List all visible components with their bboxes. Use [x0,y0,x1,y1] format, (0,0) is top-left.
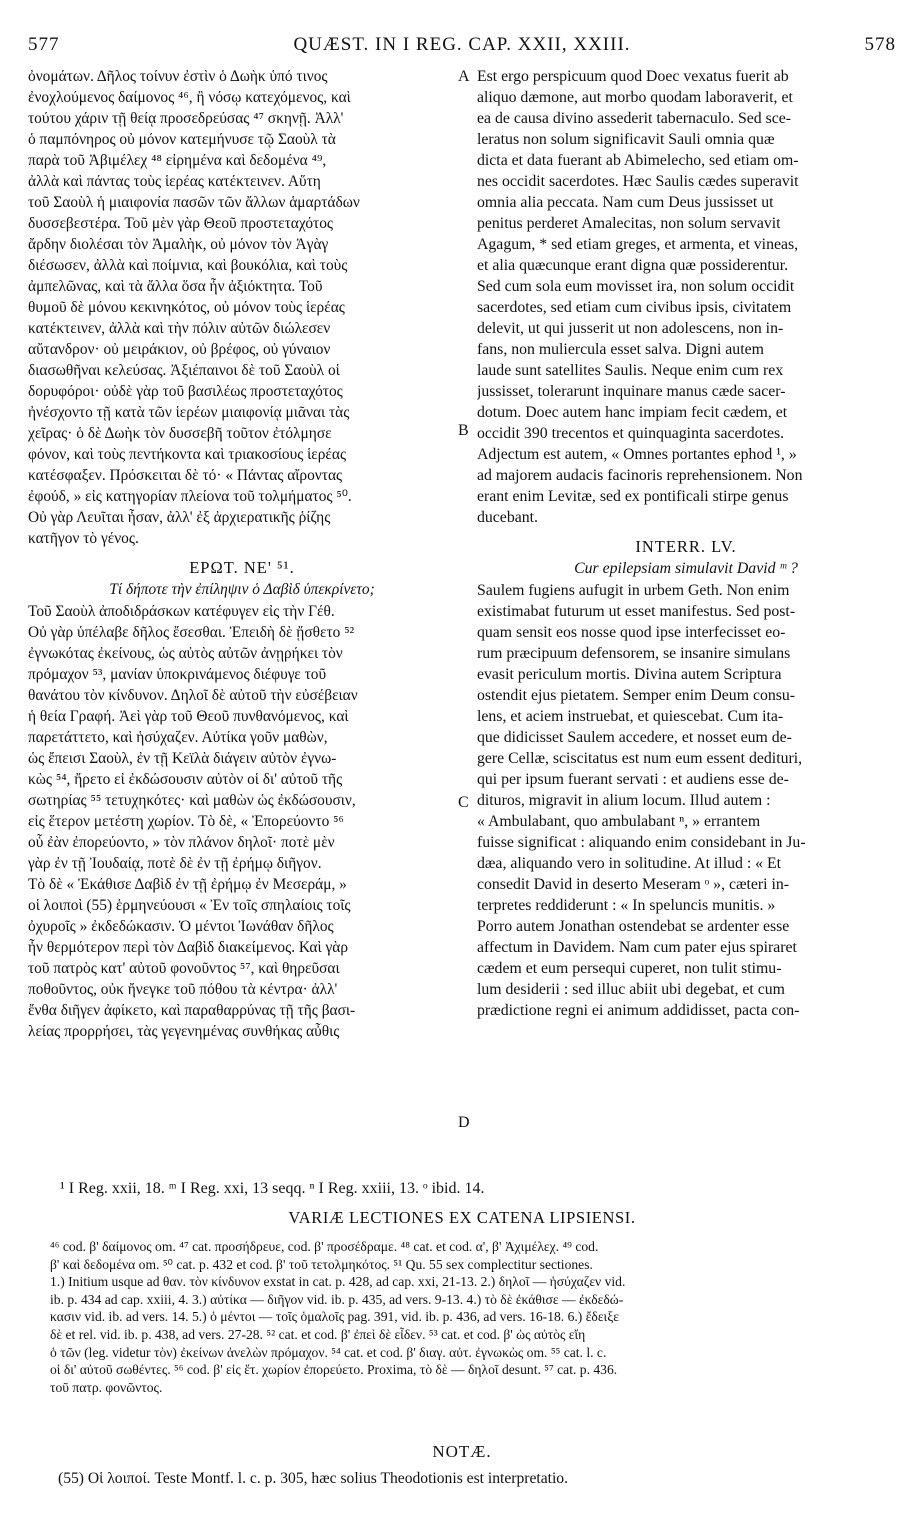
variant-line: β' καὶ δεδομένα om. ⁵⁰ cat. p. 432 et cod. β' τοῦ τετολμηκότος. ⁵¹ Qu. 55 sex complectitur sectiones. [50,1256,593,1272]
latin-text-line: existimabat futurum ut esset manifestus. Sed post- [477,603,796,620]
greek-text-line: Οὐ γὰρ ὑπέλαβε δῆλος ἔσεσθαι. Ἐπειδὴ δὲ ᾔσθετο ⁵² [28,624,355,641]
latin-text-line: fans, non muliercula esset salva. Digni autem [477,341,764,358]
greek-text-line: ὁ παμπόνηρος οὐ μόνον κατεμήνυσε τῷ Σαοὺλ τὰ [28,131,336,148]
greek-text-line: παρετάττετο, καὶ ἡσύχαζεν. Αὐτίκα γοῦν μαθὼν, [28,729,328,746]
greek-text-line: ἀμπελῶνας, καὶ τὰ ἄλλα ὅσα ἦν ἀξιόκτητα. Τοῦ [28,278,323,295]
latin-text-line: Adjectum est autem, « Omnes portantes ephod ¹, » [477,446,797,463]
latin-text-line: qui per ipsum fuerant servati : et audiens esse de- [477,771,789,788]
greek-text-line: ἔνθα διῆγεν ἀφίκετο, καὶ παραθαρρύνας τῇ τῆς βασι- [28,1002,356,1019]
latin-text-line: Saulem fugiens aufugit in urbem Geth. Non enim [477,582,790,599]
latin-text-line: omnia alia peccata. Nam cum Deus jussisset ut [477,194,774,211]
greek-text-line: τοῦ Σαοὺλ ἡ μιαιφονία πασῶν τῶν ἄλλων ἁμαρτάδων [28,194,360,211]
notae-title: NOTÆ. [432,1442,492,1461]
greek-text-line: αὔτανδρον· οὐ μειράκιον, οὐ βρέφος, οὐ γύναιον [28,341,331,358]
greek-text-line: θανάτου τὸν κίνδυνον. Δηλοῖ δὲ αὐτοῦ τὴν εὐσέβειαν [28,687,358,704]
latin-text-line: jussisset, tolerarunt inquinare manus cæde sacer- [477,383,786,400]
latin-text-line: « Ambulabant, quo ambulabant ⁿ, » errantem [477,813,761,830]
latin-text-line: et alia quæcunque erant digna quæ possiderentur. [477,257,789,274]
latin-text-line: sacerdotes, sed etiam cum civibus ipsis, civitatem [477,299,792,316]
variant-line: ὁ τῶν (leg. videtur τὸν) ἐκείνων ἀνελὼν πρόμαχον. ⁵⁴ cat. et cod. β' διαγ. αὐτ. ἐγνωκὼς om. ⁵⁵ cat. l. c. [50,1344,607,1360]
latin-text-line: rum præcipuum defensorem, se insanire simulans [477,645,791,662]
greek-text-line: ἦν θερμότερον περὶ τὸν Δαβὶδ διακείμενος. Καὶ γὰρ [28,939,349,956]
latin-text-line: cædem et eum persequi cuperet, non tulit stimu- [477,960,782,977]
page-number-left: 577 [28,34,60,55]
scripture-references: ¹ I Reg. xxii, 18. ᵐ I Reg. xxi, 13 seqq. ⁿ I Reg. xxiii, 13. ᵒ ibid. 14. [60,1180,485,1197]
page-number-right: 578 [864,34,896,55]
greek-text-line: τούτου χάριν τῇ θείᾳ προσεδρεύσας ⁴⁷ σκηνῇ. Ἀλλ' [28,110,344,127]
variant-line: κασιν vid. ib. ad vers. 14. 5.) ὁ μέντοι — τοῖς ὁμαλοῖς pag. 391, vid. ib. p. 436, ad vers. 16-18. 6.) ἔδειξε [50,1309,619,1325]
notae-text: (55) Οἱ λοιποί. Teste Montf. l. c. p. 305, hæc solius Theodotionis est interpretatio. [58,1470,568,1487]
latin-text-line: laude sunt satellites Saulis. Neque enim cum rex [477,362,784,379]
latin-text-line: evasit periculum mortis. Divina autem Scriptura [477,666,782,683]
latin-text-line: dituros, migravit in alium locum. Illud autem : [477,792,771,809]
latin-text-line: nes occidit sacerdotes. Hæc Saulis cædes superavit [477,173,799,190]
greek-text-line: χεῖρας· ὁ δὲ Δωὴκ τὸν δυσσεβῆ τοῦτον ἐτόλμησε [28,425,332,442]
running-header [28,34,896,58]
latin-text-line: terpretes reddiderunt : « In speluncis munitis. » [477,897,776,914]
greek-text-line: Τὸ δὲ « Ἐκάθισε Δαβὶδ ἐν τῇ ἐρήμῳ ἐν Μεσεράμ, » [28,876,347,893]
greek-text-line: Τοῦ Σαοὺλ ἀποδιδράσκων κατέφυγεν εἰς τὴν Γέθ. [28,603,335,620]
greek-text-line: ἡ θεία Γραφή. Ἀεὶ γὰρ τοῦ Θεοῦ πυνθανόμενος, καὶ [28,708,349,725]
variant-line: 1.) Initium usque ad θαν. τὸν κίνδυνον exstat in cat. p. 428, ad cap. xxi, 21-13. 2.) δηλοῖ — ἡσύχαζεν vid. [50,1274,626,1290]
latin-text-line: Sed cum sola eum movisset ira, non solum occidit [477,278,795,295]
latin-text-line: lum desiderii : sed illuc abiit ubi degebat, et cum [477,981,785,998]
margin-marker-a: A [458,68,470,85]
greek-text-line: οἱ λοιποὶ (55) ἑρμηνεύουσι « Ἐν τοῖς σπηλαίοις τοῖς [28,897,351,914]
greek-text-line: Οὐ γὰρ Λευῖται ἦσαν, ἀλλ' ἐξ ἀρχιερατικῆς ῥίζης [28,509,331,526]
latin-text-line: occidit 390 trecentos et quinquaginta sacerdotes. [477,425,785,442]
greek-text-line: σωτηρίας ⁵⁵ τετυχηκότες· καὶ μαθὼν ὡς ἐκδώσουσιν, [28,792,356,809]
latin-text-line: Est ergo perspicuum quod Doec vexatus fuerit ab [477,68,789,85]
greek-text-line: ἀλλὰ καὶ πάντας τοὺς ἱερέας κατέκτεινεν. Αὕτη [28,173,321,190]
latin-text-line: lens, et aciem instruebat, et quiescebat. Cum ita- [477,708,784,725]
latin-text-line: leratus non solum significavit Sauli omnia quæ [477,131,775,148]
greek-text-line: οὗ ἐὰν ἐπορεύοντο, » τὸν πλάνον δηλοῖ· ποτὲ μὲν [28,834,335,851]
latin-text-line: dicta et data fuerant ab Abimelecho, sed etiam om- [477,152,799,169]
greek-text-line: φόνον, καὶ τοὺς πεντήκοντα καὶ τριακοσίους ἱερέας [28,446,347,463]
greek-text-line: ὀνομάτων. Δῆλος τοίνυν ἐστὶν ὁ Δωὴκ ὑπό τινος [28,68,328,85]
variant-line: ib. p. 434 ad cap. xxiii, 4. 3.) αὐτίκα — διῆγον vid. ib. p. 435, ad vers. 9-13. 4.) τὸ δὲ ἐκάθισε — ἐκδεδώ- [50,1291,624,1307]
greek-text-line: ὀχυροῖς » ἐκδεδώκασιν. Ὁ μέντοι Ἰωνάθαν δῆλος [28,918,334,935]
greek-text-line: πρόμαχον ⁵³, μανίαν ὑποκρινάμενος διέφυγε τοῦ [28,666,327,683]
latin-text-line: consedit David in deserto Meseram ᵒ », cæteri in- [477,876,790,893]
greek-text-line: κατέσφαξεν. Πρόσκειται δὲ τό· « Πάντας αἴροντας [28,467,343,484]
variants-title: VARIÆ LECTIONES EX CATENA LIPSIENSI. [288,1208,636,1227]
latin-text-line: fuisse significat : aliquando enim considebant in Ju- [477,834,806,851]
greek-text-line: θυμοῦ δὲ μόνου κεκινηκότος, οὐ μόνον τοὺς ἱερέας [28,299,345,316]
latin-column [477,66,895,1021]
latin-text-line: delevit, ut qui jusserit ut non adolescens, non in- [477,320,784,337]
greek-text-line: εἰς ἕτερον μετέστη χωρίον. Τὸ δὲ, « Ἐπορεύοντο ⁵⁶ [28,813,344,830]
latin-paragraph-1 [477,66,895,528]
greek-text-line: ποθοῦντος, οὐκ ἤνεγκε τοῦ πόθου τὰ κέντρα· ἀλλ' [28,981,338,998]
variant-readings [50,1238,890,1396]
latin-text-line: dotum. Doec autem hanc impiam fecit cædem, et [477,404,788,421]
latin-text-line: ea de causa divino assederit tabernaculo. Sed sce- [477,110,792,127]
latin-text-line: penitus perderet Amalecitas, non solum servavit [477,215,781,232]
greek-text-line: τοῦ πατρὸς κατ' αὐτοῦ φονοῦντος ⁵⁷, καὶ θηρεῦσαι [28,960,340,977]
running-title: QUÆST. IN I REG. CAP. XXII, XXIII. [293,34,631,55]
greek-text-line: ἐφούδ, » εἰς κατηγορίαν πλείονα τοῦ τολμήματος ⁵⁰. [28,488,352,505]
greek-text-line: ὡς ἔπεισι Σαοὺλ, ἐν τῇ Κεϊλὰ διάγειν αὐτὸν ἐγνω- [28,750,337,767]
latin-text-line: erant enim Levitæ, sed ex pontificali stirpe genus [477,488,789,505]
greek-text-line: ἠνέσχοντο τῇ κατὰ τῶν ἱερέων μιαιφονίᾳ μιᾶναι τὰς [28,404,350,421]
margin-marker-b: B [458,422,469,439]
latin-text-line: ostendit ejus pietatem. Semper enim Deum consu- [477,687,796,704]
greek-text-line: δυσσεβεστέρα. Τοῦ μὲν γὰρ Θεοῦ προστεταχότος [28,215,333,232]
margin-marker-c: C [458,794,469,811]
latin-text-line: dæa, aliquando vero in solitudine. At illud : « Et [477,855,782,872]
variant-line: δὲ et rel. vid. ib. p. 438, ad vers. 27-28. ⁵² cat. et cod. β' ἐπεὶ δὲ εἶδεν. ⁵³ cat. et cod. β' ὡς αὐτὸς εἴη [50,1326,586,1342]
greek-question-heading: ΕΡΩΤ. ΝΕ' ⁵¹. [189,558,295,577]
greek-text-line: γὰρ ἐν τῇ Ἰουδαίᾳ, ποτὲ δὲ ἐν τῇ ἐρήμῳ διῆγον. [28,855,322,872]
margin-marker-d: D [458,1114,470,1131]
greek-text-line: ἐνοχλούμενος δαίμονος ⁴⁶, ἢ νόσῳ κατεχόμενος, καὶ [28,89,351,106]
latin-text-line: Agagum, * sed etiam greges, et armenta, et vineas, [477,236,799,253]
latin-text-line: quam sensit eos nosse quod ipse interfecisset eo- [477,624,786,641]
greek-column [28,66,456,1042]
greek-text-line: κὼς ⁵⁴, ἤρετο εἰ ἐκδώσουσιν αὐτὸν οἱ δι' αὐτοῦ τῆς [28,771,343,788]
latin-question-subheading: Cur epilepsiam simulavit David ᵐ ? [574,560,798,577]
greek-text-line: διέσωσεν, ἀλλὰ καὶ ποίμνια, καὶ βουκόλια, καὶ τοὺς [28,257,348,274]
latin-text-line: Porro autem Jonathan ostendebat se ardenter esse [477,918,790,935]
latin-text-line: aliquo dæmone, aut morbo quodam laboraverit, et [477,89,793,106]
latin-text-line: que didicisset Saulem accedere, et nosset eum de- [477,729,792,746]
latin-paragraph-2 [477,580,895,1021]
variant-line: ⁴⁶ cod. β' δαίμονος om. ⁴⁷ cat. προσήδρευε, cod. β' προσέδραμε. ⁴⁸ cat. et cod. α', β' Ἀχιμέλεχ. ⁴⁹ cod. [50,1239,599,1254]
greek-text-line: ἐγνωκότας ἐκείνους, ὡς αὐτὸς αὐτῶν ἀνῃρήκει τὸν [28,645,343,662]
greek-text-line: κατέκτεινεν, ἀλλὰ καὶ τὴν πόλιν αὐτῶν διώλεσεν [28,320,331,337]
latin-text-line: gere Cellæ, sciscitatus est num eum essent dedituri, [477,750,803,767]
latin-text-line: ad majorem audacis facinoris reprehensionem. Non [477,467,803,484]
greek-text-line: δορυφόροι· οὐδὲ γὰρ τοῦ βασιλέως προστεταχότος [28,383,343,400]
latin-text-line: affectum in Davidem. Nam cum pater ejus spiraret [477,939,797,956]
greek-text-line: λείας προρρήσει, τὰς γεγενημένας συνθήκας αὖθις [28,1023,340,1040]
variant-line: οἱ δι' αὐτοῦ σωθέντες. ⁵⁶ cod. β' εἰς ἕτ. χωρίον ἐπορεύετο. Proxima, τὸ δὲ — δηλοῖ desunt. ⁵⁷ cat. p. 436. [50,1362,618,1378]
greek-text-line: ἄρδην διολέσαι τὸν Ἀμαλὴκ, οὐ μόνον τὸν Ἀγὰγ [28,236,329,253]
greek-paragraph-2 [28,601,456,1042]
greek-text-line: διασωθῆναι κελεύσας. Ἀξιέπαινοι δὲ τοῦ Σαοὺλ οἱ [28,362,340,379]
variant-line: τοῦ πατρ. φονῶντος. [50,1379,163,1395]
latin-question-heading: INTERR. LV. [635,537,737,556]
greek-question-subheading: Τί δήποτε τὴν ἐπίληψιν ὁ Δαβὶδ ὑπεκρίνετο; [109,581,375,598]
greek-text-line: κατῆγον τὸ γένος. [28,530,139,547]
latin-text-line: ducebant. [477,509,538,526]
latin-text-line: prædictione regni ei animum addidisset, pacta con- [477,1002,800,1019]
greek-paragraph-1 [28,66,456,549]
greek-text-line: παρὰ τοῦ Ἀβιμέλεχ ⁴⁸ εἰρημένα καὶ δεδομένα ⁴⁹, [28,152,327,169]
